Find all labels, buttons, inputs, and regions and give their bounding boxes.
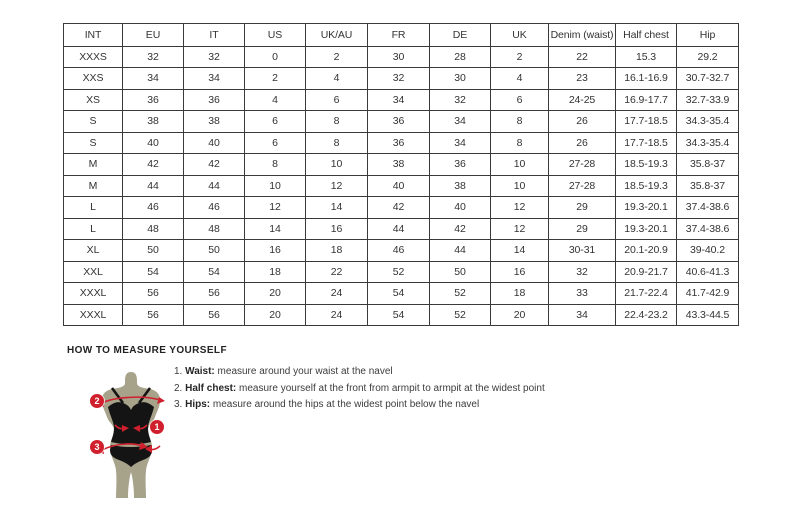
size-chart-cell: 16 bbox=[491, 261, 549, 283]
size-chart-table bbox=[63, 23, 739, 326]
measure-step-waist bbox=[174, 366, 545, 377]
size-chart-cell: M bbox=[64, 175, 123, 197]
size-chart-cell: 54 bbox=[184, 261, 245, 283]
measure-steps-list bbox=[174, 366, 545, 416]
measure-step-half-chest bbox=[174, 383, 545, 394]
col-header-uk: UK bbox=[491, 24, 549, 47]
size-chart-row bbox=[64, 111, 739, 133]
size-chart-cell: 24-25 bbox=[549, 89, 616, 111]
size-chart-cell: 48 bbox=[184, 218, 245, 240]
size-chart-cell: 6 bbox=[491, 89, 549, 111]
size-chart-row bbox=[64, 89, 739, 111]
size-chart-cell: 34 bbox=[368, 89, 430, 111]
size-chart-row bbox=[64, 261, 739, 283]
size-chart-cell: 36 bbox=[368, 132, 430, 154]
size-chart-cell: 40 bbox=[123, 132, 184, 154]
step-text: measure yourself at the front from armpit to armpit at the widest point bbox=[239, 382, 545, 394]
size-chart-cell: 54 bbox=[123, 261, 184, 283]
size-chart-cell: 24 bbox=[306, 304, 368, 326]
size-chart-cell: 41.7-42.9 bbox=[677, 283, 739, 305]
size-chart-cell: 43.3-44.5 bbox=[677, 304, 739, 326]
size-chart-cell: 18 bbox=[245, 261, 306, 283]
size-chart-cell: 32 bbox=[430, 89, 491, 111]
size-chart-cell: 50 bbox=[184, 240, 245, 262]
size-chart-cell: 30-31 bbox=[549, 240, 616, 262]
size-chart-cell: 50 bbox=[430, 261, 491, 283]
size-chart-cell: 54 bbox=[368, 283, 430, 305]
size-chart-cell: 19.3-20.1 bbox=[616, 218, 677, 240]
size-chart-body bbox=[64, 46, 739, 326]
col-header-eu: EU bbox=[123, 24, 184, 47]
measurement-figure-illustration bbox=[82, 370, 178, 500]
size-chart-cell: 16.9-17.7 bbox=[616, 89, 677, 111]
size-chart-cell: L bbox=[64, 218, 123, 240]
size-chart-cell: 32 bbox=[368, 68, 430, 90]
step-label: Hips: bbox=[185, 399, 211, 410]
size-chart-cell: 22 bbox=[549, 46, 616, 68]
size-chart-cell: 36 bbox=[368, 111, 430, 133]
size-chart-cell: 17.7-18.5 bbox=[616, 132, 677, 154]
size-chart-cell: 10 bbox=[491, 175, 549, 197]
size-chart-cell: 42 bbox=[368, 197, 430, 219]
size-chart-cell: 34.3-35.4 bbox=[677, 111, 739, 133]
measure-point-2-badge: 2 bbox=[90, 394, 104, 408]
col-header-fr: FR bbox=[368, 24, 430, 47]
size-chart-cell: 30 bbox=[368, 46, 430, 68]
size-chart-cell: 26 bbox=[549, 111, 616, 133]
size-chart-cell: 38 bbox=[368, 154, 430, 176]
size-chart-cell: XL bbox=[64, 240, 123, 262]
size-chart-header-row bbox=[64, 24, 739, 47]
size-chart-cell: 20 bbox=[245, 283, 306, 305]
size-chart-row bbox=[64, 218, 739, 240]
size-chart-cell: 14 bbox=[245, 218, 306, 240]
size-chart-cell: 34 bbox=[549, 304, 616, 326]
size-chart-cell: 40 bbox=[430, 197, 491, 219]
size-chart-cell: 52 bbox=[368, 261, 430, 283]
size-chart-cell: 44 bbox=[368, 218, 430, 240]
size-chart-cell: 4 bbox=[245, 89, 306, 111]
size-chart-cell: S bbox=[64, 132, 123, 154]
step-text: measure around the hips at the widest point below the navel bbox=[212, 399, 480, 410]
size-chart-cell: 2 bbox=[306, 46, 368, 68]
size-chart-cell: XXL bbox=[64, 261, 123, 283]
size-chart-cell: 12 bbox=[491, 197, 549, 219]
size-chart-cell: 54 bbox=[368, 304, 430, 326]
size-chart-cell: 37.4-38.6 bbox=[677, 218, 739, 240]
step-number: 1. bbox=[174, 366, 183, 377]
size-chart-cell: 32 bbox=[549, 261, 616, 283]
size-chart-cell: 46 bbox=[123, 197, 184, 219]
size-chart-row bbox=[64, 132, 739, 154]
size-chart-cell: 56 bbox=[184, 283, 245, 305]
size-chart-cell: 46 bbox=[368, 240, 430, 262]
size-chart-cell: 6 bbox=[245, 132, 306, 154]
size-chart-row bbox=[64, 240, 739, 262]
size-chart-cell: 38 bbox=[123, 111, 184, 133]
size-chart-cell: 23 bbox=[549, 68, 616, 90]
size-chart-cell: 8 bbox=[245, 154, 306, 176]
size-chart-cell: 20.1-20.9 bbox=[616, 240, 677, 262]
step-number: 3. bbox=[174, 399, 183, 410]
size-chart-cell: 42 bbox=[430, 218, 491, 240]
size-chart-cell: 44 bbox=[123, 175, 184, 197]
size-chart-cell: 34 bbox=[430, 111, 491, 133]
size-chart-cell: 15.3 bbox=[616, 46, 677, 68]
size-chart-row bbox=[64, 68, 739, 90]
size-chart-cell: L bbox=[64, 197, 123, 219]
size-chart-cell: 40 bbox=[184, 132, 245, 154]
size-chart-cell: 52 bbox=[430, 304, 491, 326]
size-chart-cell: 34 bbox=[430, 132, 491, 154]
size-chart-cell: 18.5-19.3 bbox=[616, 154, 677, 176]
size-chart-row bbox=[64, 304, 739, 326]
size-chart-cell: 42 bbox=[184, 154, 245, 176]
size-chart-cell: 30 bbox=[430, 68, 491, 90]
size-chart-cell: 22 bbox=[306, 261, 368, 283]
size-chart-cell: 20.9-21.7 bbox=[616, 261, 677, 283]
size-chart-cell: 33 bbox=[549, 283, 616, 305]
size-chart-cell: XS bbox=[64, 89, 123, 111]
size-chart-cell: 50 bbox=[123, 240, 184, 262]
size-chart-cell: 27-28 bbox=[549, 154, 616, 176]
col-header-it: IT bbox=[184, 24, 245, 47]
size-chart-cell: 44 bbox=[430, 240, 491, 262]
step-number: 2. bbox=[174, 382, 183, 394]
size-chart-cell: 4 bbox=[306, 68, 368, 90]
size-chart-cell: 34.3-35.4 bbox=[677, 132, 739, 154]
size-chart-cell: 16 bbox=[245, 240, 306, 262]
size-chart-cell: 27-28 bbox=[549, 175, 616, 197]
size-chart-row bbox=[64, 175, 739, 197]
size-chart-cell: 32 bbox=[184, 46, 245, 68]
size-chart-cell: 12 bbox=[491, 218, 549, 240]
size-chart-cell: 20 bbox=[491, 304, 549, 326]
size-chart-cell: 36 bbox=[184, 89, 245, 111]
size-chart-cell: 36 bbox=[430, 154, 491, 176]
size-chart-cell: 32.7-33.9 bbox=[677, 89, 739, 111]
size-chart-cell: 12 bbox=[306, 175, 368, 197]
size-chart-cell: 16 bbox=[306, 218, 368, 240]
size-chart-cell: 21.7-22.4 bbox=[616, 283, 677, 305]
size-chart-row bbox=[64, 283, 739, 305]
size-chart-cell: 38 bbox=[430, 175, 491, 197]
size-chart-cell: 56 bbox=[123, 304, 184, 326]
size-chart-cell: XXS bbox=[64, 68, 123, 90]
size-chart-cell: XXXS bbox=[64, 46, 123, 68]
size-chart-cell: 16.1-16.9 bbox=[616, 68, 677, 90]
col-header-hip: Hip bbox=[677, 24, 739, 47]
size-chart-cell: 37.4-38.6 bbox=[677, 197, 739, 219]
size-chart-cell: S bbox=[64, 111, 123, 133]
measure-step-hips bbox=[174, 399, 545, 410]
measure-point-3-badge: 3 bbox=[90, 440, 104, 454]
size-chart-cell: 29 bbox=[549, 218, 616, 240]
size-chart-cell: 40.6-41.3 bbox=[677, 261, 739, 283]
size-chart-cell: 8 bbox=[491, 111, 549, 133]
size-chart-cell: 34 bbox=[123, 68, 184, 90]
size-chart-cell: 8 bbox=[306, 132, 368, 154]
size-chart-cell: 2 bbox=[245, 68, 306, 90]
size-chart-cell: 34 bbox=[184, 68, 245, 90]
size-chart-cell: 4 bbox=[491, 68, 549, 90]
size-chart-cell: 35.8-37 bbox=[677, 154, 739, 176]
step-text: measure around your waist at the navel bbox=[217, 366, 393, 377]
size-chart-cell: 28 bbox=[430, 46, 491, 68]
step-label: Waist: bbox=[185, 366, 215, 377]
size-chart-cell: 10 bbox=[245, 175, 306, 197]
size-chart-cell: 6 bbox=[245, 111, 306, 133]
size-chart-cell: 8 bbox=[491, 132, 549, 154]
size-chart-cell: 42 bbox=[123, 154, 184, 176]
size-chart-cell: 48 bbox=[123, 218, 184, 240]
size-chart-cell: 52 bbox=[430, 283, 491, 305]
size-chart-cell: M bbox=[64, 154, 123, 176]
size-chart-cell: 29 bbox=[549, 197, 616, 219]
size-chart-row bbox=[64, 154, 739, 176]
size-chart-cell: 56 bbox=[184, 304, 245, 326]
size-chart-row bbox=[64, 197, 739, 219]
size-chart-cell: 38 bbox=[184, 111, 245, 133]
size-chart-cell: 26 bbox=[549, 132, 616, 154]
size-chart-cell: 6 bbox=[306, 89, 368, 111]
size-chart-cell: 18.5-19.3 bbox=[616, 175, 677, 197]
size-chart-cell: 39-40.2 bbox=[677, 240, 739, 262]
size-chart-cell: 12 bbox=[245, 197, 306, 219]
step-label: Half chest: bbox=[185, 382, 237, 394]
size-chart-cell: 19.3-20.1 bbox=[616, 197, 677, 219]
col-header-int: INT bbox=[64, 24, 123, 47]
mannequin-illustration bbox=[82, 370, 178, 500]
measure-point-1-badge: 1 bbox=[150, 420, 164, 434]
size-chart-cell: 0 bbox=[245, 46, 306, 68]
size-chart-cell: 30.7-32.7 bbox=[677, 68, 739, 90]
size-chart-cell: 14 bbox=[306, 197, 368, 219]
size-chart-cell: 14 bbox=[491, 240, 549, 262]
size-chart-cell: 56 bbox=[123, 283, 184, 305]
col-header-us: US bbox=[245, 24, 306, 47]
size-chart-cell: 18 bbox=[491, 283, 549, 305]
size-chart-cell: 2 bbox=[491, 46, 549, 68]
size-chart-cell: 20 bbox=[245, 304, 306, 326]
size-chart-cell: 24 bbox=[306, 283, 368, 305]
size-chart-cell: 35.8-37 bbox=[677, 175, 739, 197]
size-chart-cell: 17.7-18.5 bbox=[616, 111, 677, 133]
col-header-de: DE bbox=[430, 24, 491, 47]
size-chart-cell: 22.4-23.2 bbox=[616, 304, 677, 326]
size-chart-cell: 40 bbox=[368, 175, 430, 197]
size-chart-cell: XXXL bbox=[64, 283, 123, 305]
size-chart-cell: XXXL bbox=[64, 304, 123, 326]
size-chart-cell: 44 bbox=[184, 175, 245, 197]
size-chart-cell: 10 bbox=[306, 154, 368, 176]
how-to-measure-heading: HOW TO MEASURE YOURSELF bbox=[67, 345, 227, 356]
size-chart-cell: 10 bbox=[491, 154, 549, 176]
size-chart-row bbox=[64, 46, 739, 68]
col-header-uk-au: UK/AU bbox=[306, 24, 368, 47]
col-header-denim-waist: Denim (waist) bbox=[549, 24, 616, 47]
size-chart-cell: 36 bbox=[123, 89, 184, 111]
col-header-half-chest: Half chest bbox=[616, 24, 677, 47]
size-chart-cell: 46 bbox=[184, 197, 245, 219]
size-chart-cell: 18 bbox=[306, 240, 368, 262]
size-chart-cell: 8 bbox=[306, 111, 368, 133]
size-chart-cell: 32 bbox=[123, 46, 184, 68]
size-chart-cell: 29.2 bbox=[677, 46, 739, 68]
